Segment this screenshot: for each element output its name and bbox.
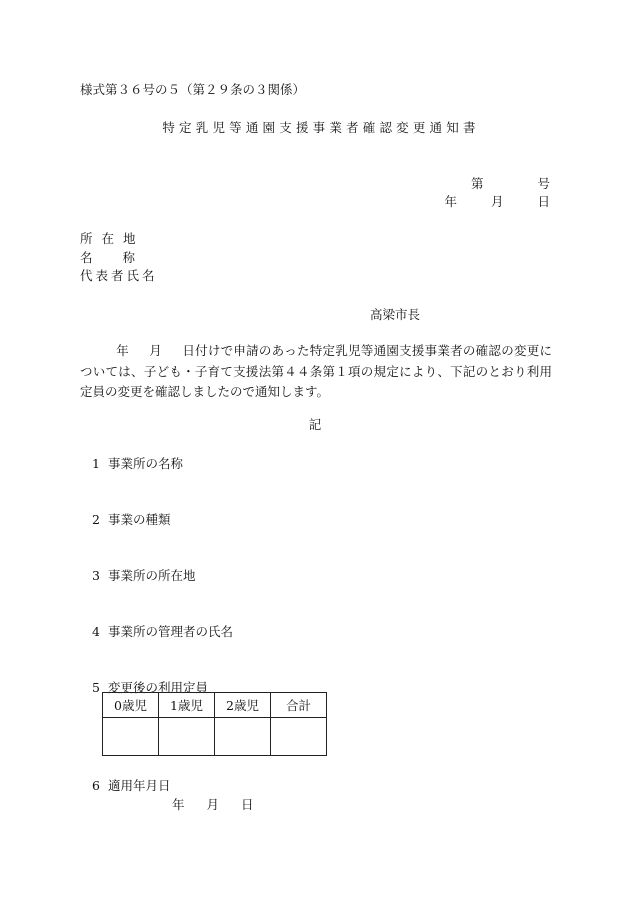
header-total: 合計 [271,693,327,718]
item-number: 6 [92,778,100,793]
item-label: 事業所の名称 [108,456,184,471]
location-label: 所在地 [80,231,145,246]
header-age2: 2歳児 [215,693,271,718]
reference-number [471,174,550,192]
item-number: 5 [92,680,100,695]
item-number: 2 [92,512,100,527]
value-total [271,718,327,756]
header-age0: 0歳児 [103,693,159,718]
item-business-type [92,510,171,528]
item-label: 事業所の管理者の氏名 [108,624,234,639]
capacity-table [102,692,327,756]
item-number: 4 [92,624,100,639]
issue-date-year: 年 [444,194,457,209]
apply-month: 月 [206,797,220,812]
recipient-block [80,230,165,286]
representative-label: 代表者氏名 [80,268,158,283]
document-title: 特定乳児等通園支援事業者確認変更通知書 [162,120,480,135]
reference-dai: 第 [470,176,484,191]
apply-date-fields [172,795,254,813]
name-label: 名称 [80,249,166,265]
item-label: 適用年月日 [108,778,171,793]
body-text: 日付けで申請のあった特定乳児等通園支援事業者の確認の変更については、子ども・子育て支援法第４４条第１項の規定により、下記のとおり利用定員の変更を確認しましたので通知します。 [80,343,552,399]
value-age2 [215,718,271,756]
apply-day: 日 [241,797,254,812]
item-apply-date [92,776,171,794]
capacity-header-row [103,693,327,718]
item-facility-name [92,454,183,472]
apply-year: 年 [172,797,185,812]
item-label: 事業の種類 [108,512,171,527]
body-year: 年 [116,343,130,358]
issue-date [444,192,550,210]
item-label: 変更後の利用定員 [108,680,209,695]
value-age1 [159,718,215,756]
item-number: 1 [92,456,100,471]
value-age0 [103,718,159,756]
item-label: 事業所の所在地 [108,568,196,583]
ki-heading: 記 [308,417,322,432]
issue-date-day: 日 [537,194,550,209]
item-number: 3 [92,568,100,583]
sender-name: 高梁市長 [370,307,421,322]
reference-go: 号 [537,176,550,191]
capacity-value-row [103,718,327,756]
item-facility-address [92,566,196,584]
body-paragraph [80,341,552,403]
form-number: 様式第３６号の５（第２９条の３関係） [80,82,306,97]
item-manager-name [92,622,233,640]
header-age1: 1歳児 [159,693,215,718]
issue-date-month: 月 [490,194,504,209]
body-month: 月 [149,343,163,358]
